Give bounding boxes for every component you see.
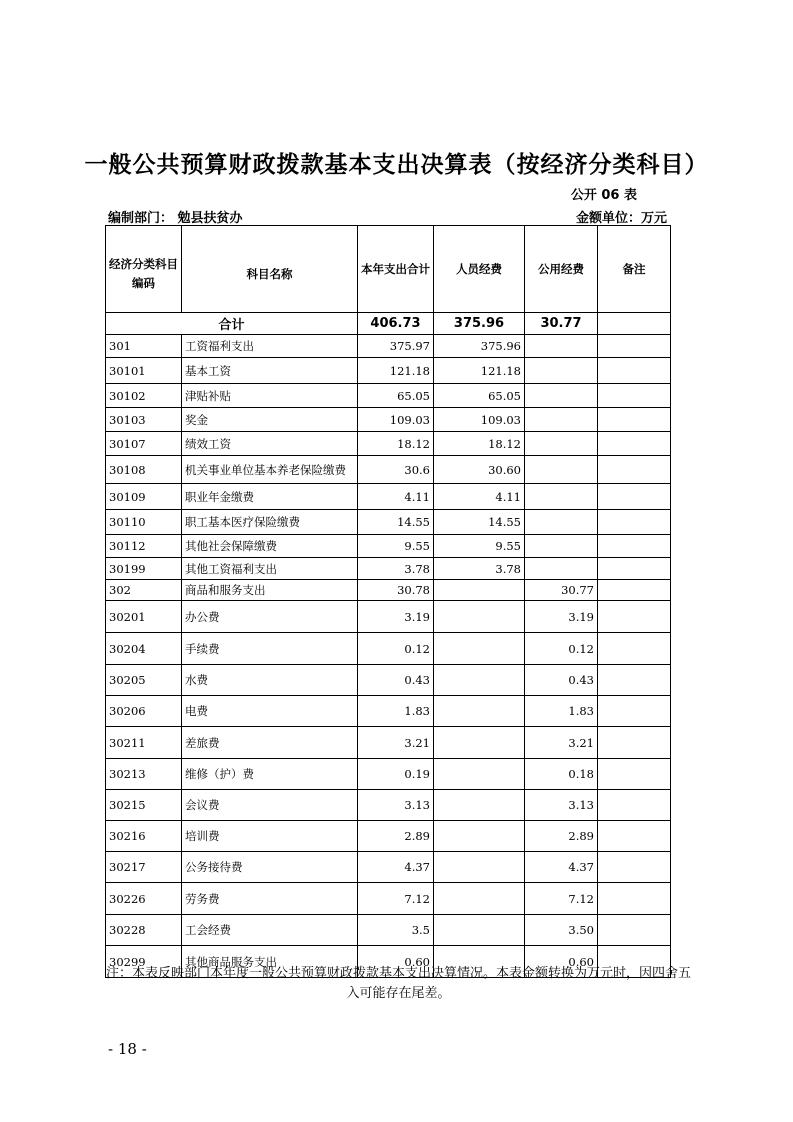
header-public: 公用经费 (525, 226, 598, 313)
row-personnel: 9.55 (434, 535, 525, 558)
row-total: 3.21 (358, 727, 434, 759)
row-personnel (434, 580, 525, 601)
row-remark (598, 535, 671, 558)
compiling-department: 编制部门： 勉县扶贫办 (108, 211, 243, 226)
row-code: 30215 (106, 790, 182, 821)
row-personnel: 121.18 (434, 358, 525, 384)
row-public: 1.83 (525, 696, 598, 727)
row-remark (598, 484, 671, 510)
table-row (106, 759, 671, 790)
footnote: 注：本表反映部门本年度一般公共预算财政拨款基本支出决算情况。本表金额转换为万元时，因四舍五入可能存在尾差。 (106, 966, 692, 1001)
row-code: 30204 (106, 633, 182, 665)
row-name: 维修（护）费 (182, 759, 358, 790)
row-personnel (434, 727, 525, 759)
row-remark (598, 432, 671, 456)
row-public: 3.21 (525, 727, 598, 759)
row-code: 30217 (106, 852, 182, 883)
row-code: 30107 (106, 432, 182, 456)
row-name: 其他工资福利支出 (182, 558, 358, 580)
row-name: 公务接待费 (182, 852, 358, 883)
row-public (525, 384, 598, 408)
row-code: 30228 (106, 915, 182, 946)
row-remark (598, 601, 671, 633)
total-amount: 406.73 (358, 313, 434, 335)
row-public: 2.89 (525, 821, 598, 852)
row-name: 其他社会保障缴费 (182, 535, 358, 558)
row-name: 办公费 (182, 601, 358, 633)
row-personnel (434, 696, 525, 727)
amount-unit: 金额单位：万元 (575, 211, 667, 226)
row-total: 121.18 (358, 358, 434, 384)
row-remark (598, 408, 671, 432)
row-public (525, 484, 598, 510)
row-total: 14.55 (358, 510, 434, 535)
row-public (525, 335, 598, 358)
row-code: 30299 (106, 946, 182, 978)
row-personnel: 18.12 (434, 432, 525, 456)
row-public: 0.43 (525, 665, 598, 696)
row-remark (598, 456, 671, 484)
row-code: 30101 (106, 358, 182, 384)
row-public (525, 535, 598, 558)
table-row (106, 432, 671, 456)
row-personnel: 109.03 (434, 408, 525, 432)
row-public: 0.12 (525, 633, 598, 665)
row-public (525, 456, 598, 484)
row-public (525, 558, 598, 580)
row-code: 30112 (106, 535, 182, 558)
row-public (525, 358, 598, 384)
row-personnel (434, 759, 525, 790)
row-personnel (434, 665, 525, 696)
row-code: 30211 (106, 727, 182, 759)
row-remark (598, 883, 671, 915)
row-remark (598, 510, 671, 535)
row-total: 30.78 (358, 580, 434, 601)
row-code: 30216 (106, 821, 182, 852)
table-row (106, 510, 671, 535)
table-row (106, 665, 671, 696)
row-code: 301 (106, 335, 182, 358)
table-row (106, 335, 671, 358)
row-code: 30102 (106, 384, 182, 408)
table-row (106, 883, 671, 915)
header-row (106, 226, 671, 313)
total-personnel: 375.96 (434, 313, 525, 335)
total-row (106, 313, 671, 335)
row-name: 津贴补贴 (182, 384, 358, 408)
table-row (106, 915, 671, 946)
row-total: 109.03 (358, 408, 434, 432)
row-public: 30.77 (525, 580, 598, 601)
row-name: 绩效工资 (182, 432, 358, 456)
row-name: 手续费 (182, 633, 358, 665)
row-remark (598, 580, 671, 601)
row-code: 30206 (106, 696, 182, 727)
row-personnel (434, 852, 525, 883)
row-code: 30109 (106, 484, 182, 510)
row-code: 30205 (106, 665, 182, 696)
row-total: 4.37 (358, 852, 434, 883)
row-remark (598, 790, 671, 821)
table-row (106, 821, 671, 852)
row-public: 0.18 (525, 759, 598, 790)
row-remark (598, 384, 671, 408)
row-code: 30110 (106, 510, 182, 535)
row-name: 会议费 (182, 790, 358, 821)
row-personnel (434, 790, 525, 821)
form-number: 公开 06 表 (570, 188, 637, 203)
row-name: 机关事业单位基本养老保险缴费 (182, 456, 358, 484)
row-remark (598, 633, 671, 665)
row-name: 职工基本医疗保险缴费 (182, 510, 358, 535)
budget-table (105, 225, 671, 978)
row-public (525, 432, 598, 456)
row-remark (598, 558, 671, 580)
row-name: 职业年金缴费 (182, 484, 358, 510)
row-total: 30.6 (358, 456, 434, 484)
row-total: 9.55 (358, 535, 434, 558)
row-total: 3.13 (358, 790, 434, 821)
row-name: 基本工资 (182, 358, 358, 384)
row-total: 18.12 (358, 432, 434, 456)
table-row (106, 558, 671, 580)
table-row (106, 852, 671, 883)
row-name: 差旅费 (182, 727, 358, 759)
page-number: - 18 - (108, 1040, 147, 1058)
row-total: 0.19 (358, 759, 434, 790)
row-personnel: 65.05 (434, 384, 525, 408)
row-code: 302 (106, 580, 182, 601)
row-public: 4.37 (525, 852, 598, 883)
row-name: 工资福利支出 (182, 335, 358, 358)
row-personnel: 375.96 (434, 335, 525, 358)
row-total: 375.97 (358, 335, 434, 358)
row-code: 30103 (106, 408, 182, 432)
header-name: 科目名称 (182, 226, 358, 313)
row-total: 2.89 (358, 821, 434, 852)
row-personnel (434, 633, 525, 665)
row-public: 7.12 (525, 883, 598, 915)
row-remark (598, 852, 671, 883)
row-personnel (434, 915, 525, 946)
table-row (106, 535, 671, 558)
header-total: 本年支出合计 (358, 226, 434, 313)
row-public: 3.13 (525, 790, 598, 821)
row-name: 工会经费 (182, 915, 358, 946)
row-code: 30213 (106, 759, 182, 790)
row-code: 30201 (106, 601, 182, 633)
row-total: 0.60 (358, 946, 434, 978)
row-total: 3.78 (358, 558, 434, 580)
row-personnel (434, 821, 525, 852)
row-personnel: 4.11 (434, 484, 525, 510)
total-remark (598, 313, 671, 335)
row-personnel (434, 601, 525, 633)
row-total: 4.11 (358, 484, 434, 510)
table-row (106, 696, 671, 727)
row-total: 0.12 (358, 633, 434, 665)
row-total: 0.43 (358, 665, 434, 696)
row-remark (598, 915, 671, 946)
row-remark (598, 727, 671, 759)
table-row (106, 408, 671, 432)
row-public (525, 408, 598, 432)
row-remark (598, 665, 671, 696)
row-name: 培训费 (182, 821, 358, 852)
total-public: 30.77 (525, 313, 598, 335)
row-name: 电费 (182, 696, 358, 727)
row-remark (598, 335, 671, 358)
row-code: 30226 (106, 883, 182, 915)
row-personnel: 30.60 (434, 456, 525, 484)
row-personnel: 14.55 (434, 510, 525, 535)
row-personnel: 3.78 (434, 558, 525, 580)
row-remark (598, 696, 671, 727)
table-row (106, 601, 671, 633)
row-public: 3.50 (525, 915, 598, 946)
row-name: 水费 (182, 665, 358, 696)
row-remark (598, 358, 671, 384)
row-code: 30108 (106, 456, 182, 484)
row-name: 奖金 (182, 408, 358, 432)
table-row (106, 633, 671, 665)
table-row (106, 580, 671, 601)
row-public: 0.60 (525, 946, 598, 978)
row-code: 30199 (106, 558, 182, 580)
row-total: 7.12 (358, 883, 434, 915)
table-row (106, 727, 671, 759)
row-total: 65.05 (358, 384, 434, 408)
header-code: 经济分类科目编码 (106, 226, 182, 313)
row-name: 商品和服务支出 (182, 580, 358, 601)
row-public: 3.19 (525, 601, 598, 633)
header-remark: 备注 (598, 226, 671, 313)
row-name: 其他商品服务支出 (182, 946, 358, 978)
row-remark (598, 821, 671, 852)
row-public (525, 510, 598, 535)
page-title: 一般公共预算财政拨款基本支出决算表（按经济分类科目） (84, 152, 709, 178)
row-total: 3.5 (358, 915, 434, 946)
table-row (106, 790, 671, 821)
row-name: 劳务费 (182, 883, 358, 915)
header-personnel: 人员经费 (434, 226, 525, 313)
row-remark (598, 759, 671, 790)
table-row (106, 484, 671, 510)
total-label: 合计 (106, 313, 358, 335)
row-personnel (434, 883, 525, 915)
row-total: 1.83 (358, 696, 434, 727)
table-row (106, 358, 671, 384)
table-row (106, 384, 671, 408)
row-total: 3.19 (358, 601, 434, 633)
table-row (106, 456, 671, 484)
